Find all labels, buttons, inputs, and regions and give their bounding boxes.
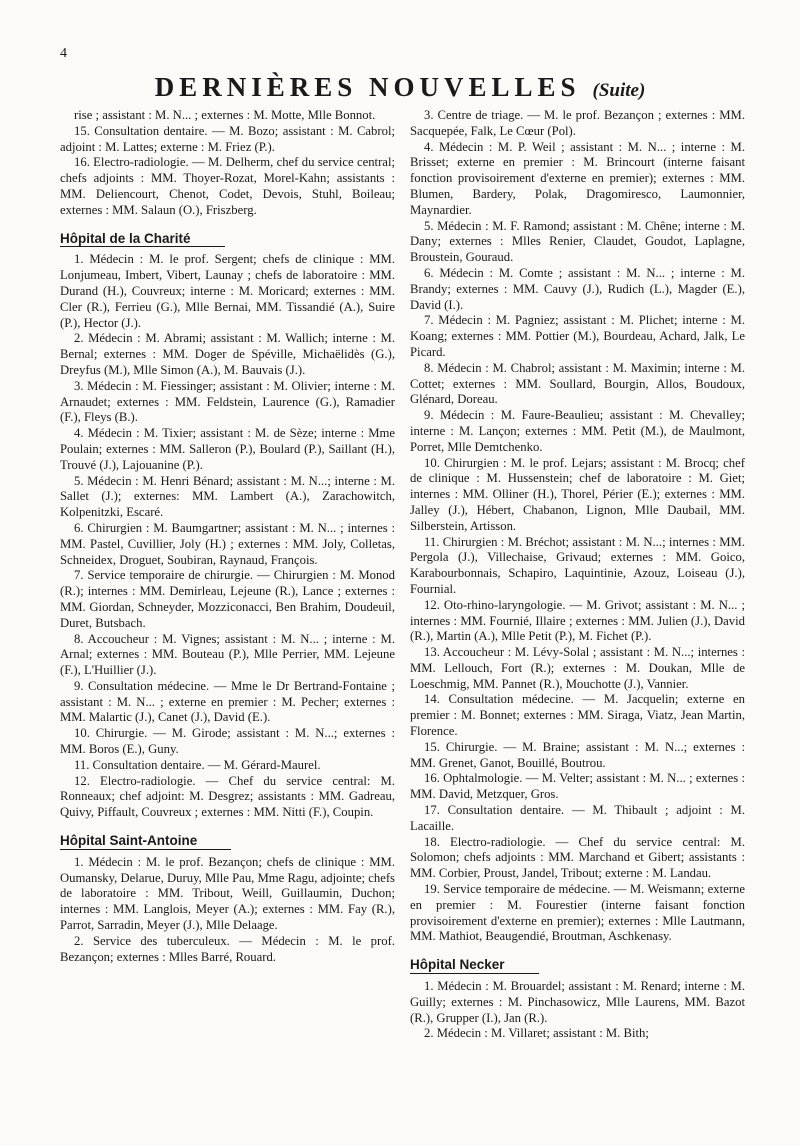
right-column xyxy=(410,108,745,1042)
entry-paragraph: 12. Electro-radiologie. — Chef du service central: M. Ronneaux; chef adjoint: M. Desgrez; assistants : MM. Gadreau, Quivy, Piffault, Couvreux ; externes : MM. Nitti (F.), Coupin. xyxy=(60,773,395,820)
header-title: DERNIÈRES NOUVELLES xyxy=(154,72,581,102)
entry-paragraph: 8. Accoucheur : M. Vignes; assistant : M. N... ; interne : M. Arnal; externes : MM. Bouteau (P.), Mlle Perrier, MM. Lejeune (F.), L'Huillier (J.). xyxy=(60,631,395,678)
entry-paragraph: 17. Consultation dentaire. — M. Thibault ; adjoint : M. Lacaille. xyxy=(410,803,745,833)
entry-paragraph: 15. Consultation dentaire. — M. Bozo; assistant : M. Cabrol; adjoint : M. Lattes; externe : M. Friez (P.). xyxy=(60,123,395,154)
entry-paragraph: 4. Médecin : M. Tixier; assistant : M. de Sèze; interne : Mme Poulain; externes : MM. Salleron (P.), Boulard (P.), Saillant (H.), Trouvé (J.), Lajouanine (P.). xyxy=(60,426,395,472)
left-column xyxy=(60,108,395,965)
header-suite: (Suite) xyxy=(592,80,646,101)
entry-paragraph: 2. Médecin : M. Villaret; assistant : M. Bith; xyxy=(424,1026,649,1041)
entry-paragraph: 1. Médecin : M. Brouardel; assistant : M. Renard; interne : M. Guilly; externes : M. Pinchasowicz, Mlle Laurens, MM. Bazot (R.), Grupper (I.), Jan (R.). xyxy=(410,979,745,1025)
entry-paragraph: 2. Service des tuberculeux. — Médecin : M. le prof. Bezançon; externes : Mlles Barré, Rouard. xyxy=(60,933,395,964)
entry-paragraph: 1. Médecin : M. le prof. Bezançon; chefs de clinique : MM. Oumansky, Delarue, Duruy, Mlle Pau, Mme Ragu, adjointe; chefs de laboratoire : MM. Tribout, Weill, Guillaumin, Duchon; internes : MM. Langlois, Meyer (A.); externes : MM. Fay (R.), Parrot, Sarradin, Meyer (J.), Mlle Delaage. xyxy=(60,854,395,933)
entry-paragraph: 4. Médecin : M. P. Weil ; assistant : M. N... ; interne : M. Brisset; externe en premier : M. Brincourt (interne faisant fonction provisoirement d'externe en premier); externes : MM. Blumen, Bardery, Polak, Dragomiresco, Laumonnier, Maynardier. xyxy=(410,139,745,217)
entry-paragraph: 5. Médecin : M. Henri Bénard; assistant : M. N...; interne : M. Sallet (J.); externes: MM. Lambert (A.), Zarachowitch, Kolpenitzki, Escaré. xyxy=(60,473,395,520)
entry-paragraph: 9. Médecin : M. Faure-Beaulieu; assistant : M. Chevalley; interne : M. Lançon; externes : MM. Petit (M.), de Maulmont, Porret, Mlle Demtchenko. xyxy=(410,408,745,454)
entry-paragraph: 10. Chirurgie. — M. Girode; assistant : M. N...; externes : MM. Boros (E.), Guny. xyxy=(60,726,395,757)
entry-paragraph: 15. Chirurgie. — M. Braine; assistant : M. N...; externes : MM. Grenet, Ganot, Bouillé, Boutrou. xyxy=(410,739,745,770)
entry-paragraph: 14. Consultation médecine. — M. Jacquelin; externe en premier : M. Bonnet; externes : MM. Siraga, Viatz, Jean Martin, Florence. xyxy=(410,692,745,739)
entry-paragraph: 16. Ophtalmologie. — M. Velter; assistant : M. N... ; externes : MM. David, Metzquer, Gros. xyxy=(410,771,745,802)
entry-paragraph: 3. Médecin : M. Fiessinger; assistant : M. Olivier; interne : M. Arnaudet; externes : MM. Feldstein, Laurence (G.), Ramadier (F.), Fleys (B.). xyxy=(60,378,395,425)
entry-paragraph: 16. Electro-radiologie. — M. Delherm, chef du service central; chefs adjoints : MM. Thoyer-Rozat, Morel-Kahn; assistants : MM. Deliencourt, Chenot, Codet, Devois, Stuhl, Boileau; externes : MM. Salaun (O.), Friszberg. xyxy=(60,155,395,217)
entry-paragraph: 13. Accoucheur : M. Lévy-Solal ; assistant : M. N...; internes : MM. Lellouch, Fort (R.); externes : M. Doukan, Mlle de Loeschmig, MM. Pannet (R.), Mouchotte (J.), Vannier. xyxy=(410,645,745,691)
entry-paragraph: 6. Chirurgien : M. Baumgartner; assistant : M. N... ; internes : MM. Pastel, Cuvillier, Joly (H.) ; externes : MM. Joly, Colletas, Schneidex, Droguet, Soubiran, Raynaud, François. xyxy=(60,520,395,567)
entry-paragraph: 10. Chirurgien : M. le prof. Lejars; assistant : M. Brocq; chef de clinique : M. Hussenstein; chef de laboratoire : M. Giet; internes : MM. Olliner (H.), Thorel, Périer (E.); externes : MM. Jalley (J.), Hébert, Chabanon, Lignon, Mlle Daubail, MM. Silberstein, Artisson. xyxy=(410,455,745,533)
entry-paragraph: 19. Service temporaire de médecine. — M. Weismann; externe en premier : M. Fourestier (interne faisant fonction provisoirement d'externe en premier); externes : Mlle Lautmann, MM. Mathiot, Beaugendié, Broutman, Aschkenasy. xyxy=(410,882,745,944)
entry-paragraph: 9. Consultation médecine. — Mme le Dr Bertrand-Fontaine ; assistant : M. N... ; externe en premier : M. Pecher; externes : MM. Malartic (J.), Canet (J.), David (E.). xyxy=(60,678,395,725)
entry-paragraph: 6. Médecin : M. Comte ; assistant : M. N... ; interne : M. Brandy; externes : MM. Cauvy (J.), Rudich (L.), Magder (E.), David (I.). xyxy=(410,265,745,312)
entry-paragraph: 8. Médecin : M. Chabrol; assistant : M. Maximin; interne : M. Cottet; externes : MM. Soullard, Bourgin, Allos, Boudoux, Glénard, Doreau. xyxy=(410,360,745,407)
entry-paragraph: 11. Consultation dentaire. — M. Gérard-Maurel. xyxy=(74,757,321,772)
entry-paragraph: 2. Médecin : M. Abrami; assistant : M. Wallich; interne : M. Bernal; externes : MM. Doger de Spéville, Michaëlidès (G.), Dreyfus (M.), Mlle Simon (A.), M. Bauvais (J.). xyxy=(60,331,395,377)
entry-paragraph: 7. Service temporaire de chirurgie. — Chirurgien : M. Monod (R.); internes : MM. Demirleau, Lejeune (R.), Lance ; externes : MM. Giordan, Schneyder, Mozziconacci, Ben Brahim, Doudeuil, Duret, Butsbach. xyxy=(60,568,395,630)
entry-paragraph: 1. Médecin : M. le prof. Sergent; chefs de clinique : MM. Lonjumeau, Imbert, Vibert, Launay ; chefs de laboratoire : MM. Durand (H.), Couvreux; interne : M. Moricard; externes : MM. Cler (R.), Ferrieu (G.), Mlle Bernai, MM. Tissandié (A.), Suire (P.), Hector (J.). xyxy=(60,252,395,330)
entry-paragraph: 3. Centre de triage. — M. le prof. Bezançon ; externes : MM. Sacquepée, Falk, Le Cœur (Pol). xyxy=(410,108,745,138)
entry-paragraph: 12. Oto-rhino-laryngologie. — M. Grivot; assistant : M. N... ; internes : MM. Fournié, Illaire ; externes : MM. Julien (J.), David (R.), Martin (A.), Mlle Petit (P.), M. Fichet (P.). xyxy=(410,597,745,644)
page-header xyxy=(0,72,800,103)
section-heading: Hôpital Saint-Antoine xyxy=(60,833,231,850)
entry-paragraph: 5. Médecin : M. F. Ramond; assistant : M. Chêne; interne : M. Dany; externes : Mlles Renier, Claudet, Goudot, Laplagne, Broustein, Gouraud. xyxy=(410,218,745,265)
entry-paragraph: 7. Médecin : M. Pagniez; assistant : M. Plichet; interne : M. Koang; externes : MM. Pottier (M.), Bourdeau, Achard, Jalk, Le Picard. xyxy=(410,313,745,359)
entry-paragraph: 18. Electro-radiologie. — Chef du service central: M. Solomon; chefs adjoints : MM. Marchand et Gibert; assistants : MM. Corbier, Proust, Jandel, Tribout; externe : M. Landau. xyxy=(410,834,745,881)
page-number: 4 xyxy=(60,46,67,61)
entry-paragraph: rise ; assistant : M. N... ; externes : M. Motte, Mlle Bonnot. xyxy=(74,108,376,122)
section-heading: Hôpital de la Charité xyxy=(60,231,225,248)
entry-paragraph: 11. Chirurgien : M. Bréchot; assistant : M. N...; internes : MM. Pergola (J.), Villechaise, Grivaud; externes : MM. Goico, Karabourbonnais, Schapiro, Laquintinie, Azouz, Loiseau (J.), Fournial. xyxy=(410,534,745,596)
section-heading: Hôpital Necker xyxy=(410,957,539,974)
